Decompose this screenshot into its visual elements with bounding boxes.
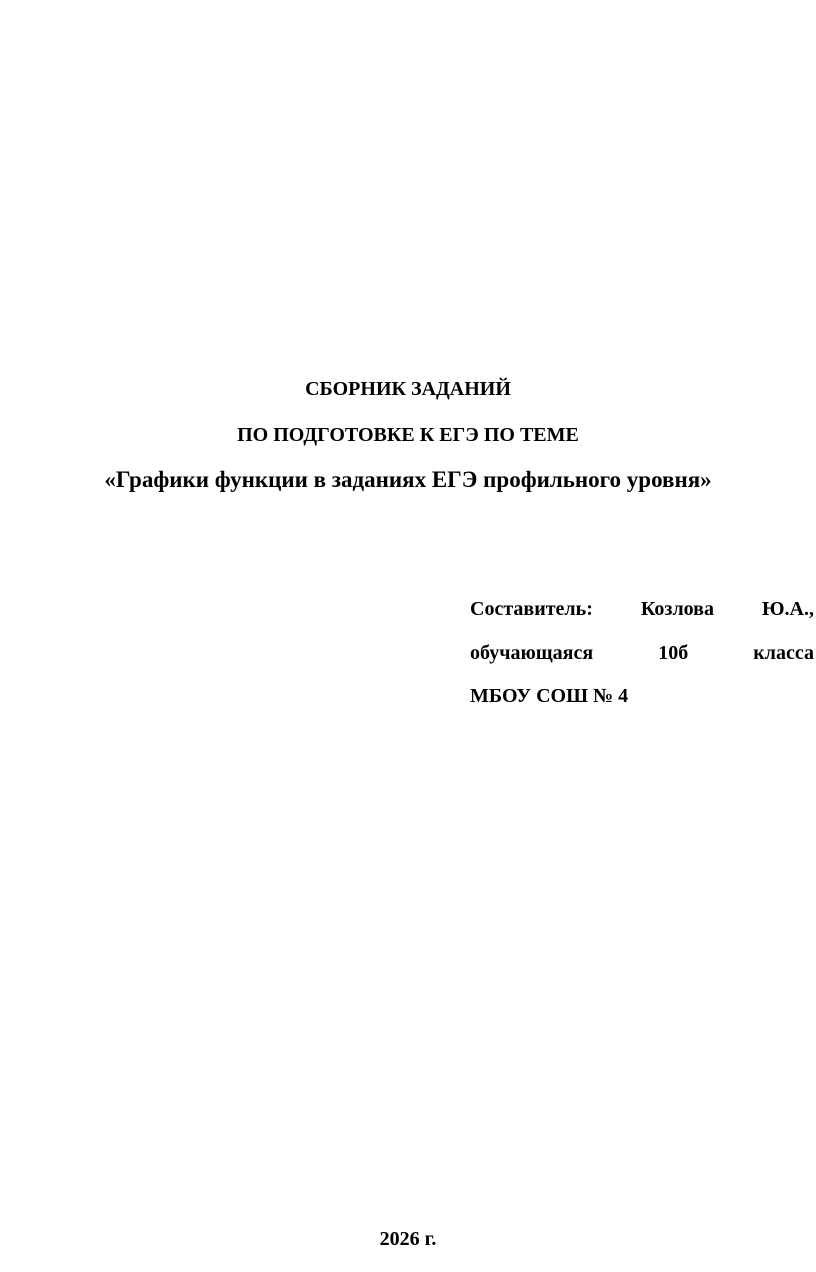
compiler-surname: Козлова <box>640 598 714 620</box>
title-line-1: СБОРНИК ЗАДАНИЙ <box>305 378 511 400</box>
school-name: МБОУ СОШ № 4 <box>470 685 629 707</box>
author-row-compiler <box>470 598 814 624</box>
student-label: обучающаяся <box>470 642 594 664</box>
title-line-2: ПО ПОДГОТОВКЕ К ЕГЭ ПО ТЕМЕ <box>237 424 579 446</box>
author-row-student <box>470 642 814 668</box>
document-year: 2026 г. <box>379 1228 437 1250</box>
author-row-school <box>470 685 814 711</box>
compiler-label: Составитель: <box>470 598 593 620</box>
compiler-initials: Ю.А., <box>762 598 814 620</box>
student-grade: 10б <box>658 642 689 664</box>
title-line-3: «Графики функции в заданиях ЕГЭ профильного уровня» <box>104 467 712 492</box>
student-class-word: класса <box>753 642 814 664</box>
